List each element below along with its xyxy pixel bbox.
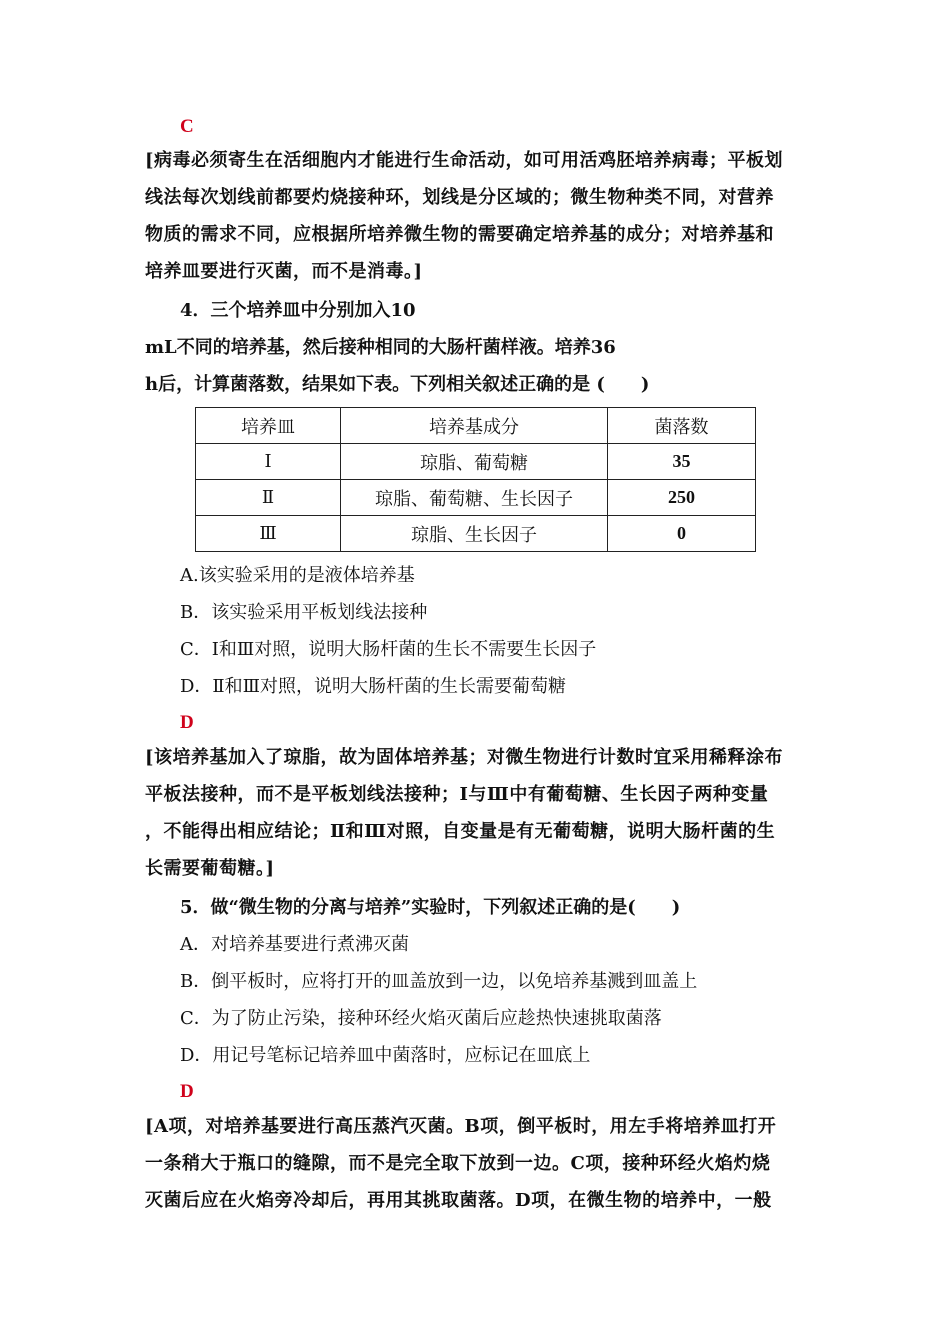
question-4-line-1: 4．三个培养皿中分别加入10 [180,300,416,321]
question-4-line-2: mL不同的培养基，然后接种相同的大肠杆菌样液。培养36 [145,337,616,358]
q5-option-b: B．倒平板时，应将打开的皿盖放到一边，以免培养基溅到皿盖上 [180,971,698,992]
explanation-3-line-2: 线法每次划线前都要灼烧接种环，划线是分区域的；微生物种类不同，对营养 [145,187,774,208]
explanation-5-line-3: 灭菌后应在火焰旁冷却后，再用其挑取菌落。D项，在微生物的培养中，一般 [145,1190,772,1211]
table-row [196,444,756,480]
explanation-4-line-3: ，不能得出相应结论；Ⅱ和Ⅲ对照，自变量是有无葡萄糖，说明大肠杆菌的生 [145,821,776,842]
table-cell: Ⅲ [196,516,341,552]
q5-option-c: C．为了防止污染，接种环经火焰灭菌后应趁热快速挑取菌落 [180,1008,662,1029]
q4-option-a: A.该实验采用的是液体培养基 [180,565,415,586]
answer-4: D [180,712,194,733]
explanation-5-line-1: [A项，对培养基要进行高压蒸汽灭菌。B项，倒平板时，用左手将培养皿打开 [145,1116,777,1137]
table-header-cell: 菌落数 [608,408,756,444]
table-header-cell: 培养基成分 [341,408,608,444]
explanation-4-line-2: 平板法接种，而不是平板划线法接种；Ⅰ与Ⅲ中有葡萄糖、生长因子两种变量 [145,784,769,805]
results-table [195,407,756,552]
q4-option-c: C．Ⅰ和Ⅲ对照，说明大肠杆菌的生长不需要生长因子 [180,639,597,660]
question-4-line-3: h后，计算菌落数，结果如下表。下列相关叙述正确的是 ( ) [145,374,650,395]
table-cell: Ⅱ [196,480,341,516]
table-cell: 0 [608,516,756,552]
table-cell: 250 [608,480,756,516]
table-cell: 琼脂、生长因子 [341,516,608,552]
table-cell: Ⅰ [196,444,341,480]
explanation-3-line-4: 培养皿要进行灭菌，而不是消毒。] [145,261,423,282]
explanation-5-line-2: 一条稍大于瓶口的缝隙，而不是完全取下放到一边。C项，接种环经火焰灼烧 [145,1153,771,1174]
answer-5: D [180,1081,194,1102]
table-cell: 琼脂、葡萄糖 [341,444,608,480]
question-5: 5．做“微生物的分离与培养”实验时，下列叙述正确的是( ) [180,897,681,918]
explanation-4-line-4: 长需要葡萄糖。] [145,858,275,879]
table-cell: 琼脂、葡萄糖、生长因子 [341,480,608,516]
table-header-row [196,408,756,444]
table-header-cell: 培养皿 [196,408,341,444]
table-row [196,516,756,552]
explanation-3-line-3: 物质的需求不同，应根据所培养微生物的需要确定培养基的成分；对培养基和 [145,224,774,245]
q4-option-d: D．Ⅱ和Ⅲ对照，说明大肠杆菌的生长需要葡萄糖 [180,676,567,697]
explanation-4-line-1: [该培养基加入了琼脂，故为固体培养基；对微生物进行计数时宜采用稀释涂布 [145,747,784,768]
q5-option-a: A．对培养基要进行煮沸灭菌 [180,934,409,955]
q5-option-d: D．用记号笔标记培养皿中菌落时，应标记在皿底上 [180,1045,591,1066]
table-row [196,480,756,516]
table-cell: 35 [608,444,756,480]
answer-3: C [180,116,194,137]
q4-option-b: B．该实验采用平板划线法接种 [180,602,428,623]
explanation-3-line-1: [病毒必须寄生在活细胞内才能进行生命活动，如可用活鸡胚培养病毒；平板划 [145,150,784,171]
